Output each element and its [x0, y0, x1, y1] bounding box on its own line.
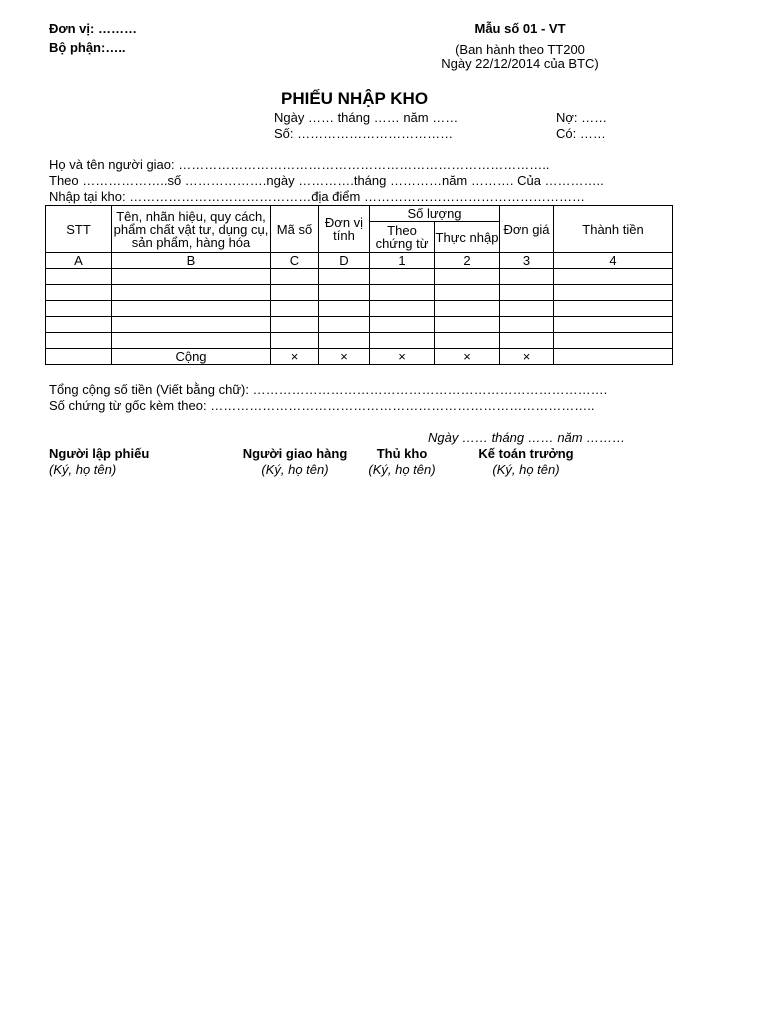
number-line: Số: ……………………………… [274, 126, 454, 141]
table-row [46, 301, 673, 317]
header-per-document: Theo chứng từ [370, 222, 435, 253]
column-code: C [271, 253, 319, 269]
total-row [46, 349, 673, 365]
header-item-name: Tên, nhãn hiệu, quy cách, phẩm chất vật tư, dụng cụ, sản phẩm, hàng hóa [112, 206, 271, 253]
debit-line: Nợ: …… [556, 110, 608, 125]
issued-by-line2: Ngày 22/12/2014 của BTC) [441, 56, 599, 71]
don-vi-label: Đơn vị: ……… [49, 21, 137, 36]
signer-role: Thủ kho [376, 446, 428, 461]
column-code: 1 [370, 253, 435, 269]
column-code: 2 [435, 253, 500, 269]
credit-line: Có: …… [556, 126, 606, 141]
signer-note: (Ký, họ tên) [49, 462, 117, 477]
signer-note: (Ký, họ tên) [492, 462, 560, 477]
total-cell: × [271, 349, 319, 365]
table-row [46, 285, 673, 301]
document-title: PHIẾU NHẬP KHO [281, 89, 429, 108]
column-code: A [46, 253, 112, 269]
table-row [46, 269, 673, 285]
column-code: D [319, 253, 370, 269]
total-cell [554, 349, 673, 365]
signer-role: Kế toán trưởng [478, 446, 574, 461]
goods-table [45, 205, 673, 365]
total-cell: × [500, 349, 554, 365]
signing-date: Ngày …… tháng …… năm ……… [428, 430, 626, 445]
deliverer-field: Họ và tên người giao: ………………………………………………………………………….. [49, 157, 550, 172]
total-cell: × [370, 349, 435, 365]
column-code: B [112, 253, 271, 269]
signer-role: Người lập phiếu [49, 446, 150, 461]
signer-role: Người giao hàng [242, 446, 348, 461]
header-stt: STT [46, 206, 112, 253]
signer-note: (Ký, họ tên) [368, 462, 436, 477]
header-quantity: Số lượng [370, 206, 500, 222]
bo-phan-label: Bộ phận:….. [49, 40, 126, 55]
header-actual: Thực nhập [435, 222, 500, 253]
header-code: Mã số [271, 206, 319, 253]
warehouse-field: Nhập tại kho: ……………………………………địa điểm …………………………………………… [49, 189, 585, 204]
column-code: 3 [500, 253, 554, 269]
total-label: Cộng [112, 349, 271, 365]
date-line: Ngày …… tháng …… năm …… [274, 110, 459, 125]
signer-note: (Ký, họ tên) [261, 462, 329, 477]
issued-by-line1: (Ban hành theo TT200 [455, 42, 585, 57]
reference-field: Theo ………………..số ……………….ngày ………….tháng …………năm ………. Của ………….. [49, 173, 604, 188]
form-number: Mẫu số 01 - VT [474, 21, 566, 36]
header-amount: Thành tiền [554, 206, 673, 253]
header-unit: Đơn vị tính [319, 206, 370, 253]
header-unit-price: Đơn giá [500, 206, 554, 253]
total-in-words: Tổng cộng số tiền (Viết bằng chữ): ………………………………………………………………………. [49, 382, 608, 397]
total-cell: × [435, 349, 500, 365]
table-row [46, 333, 673, 349]
total-cell [46, 349, 112, 365]
total-cell: × [319, 349, 370, 365]
column-code: 4 [554, 253, 673, 269]
attached-documents: Số chứng từ gốc kèm theo: …………………………………………………………………………….. [49, 398, 595, 413]
table-row [46, 317, 673, 333]
